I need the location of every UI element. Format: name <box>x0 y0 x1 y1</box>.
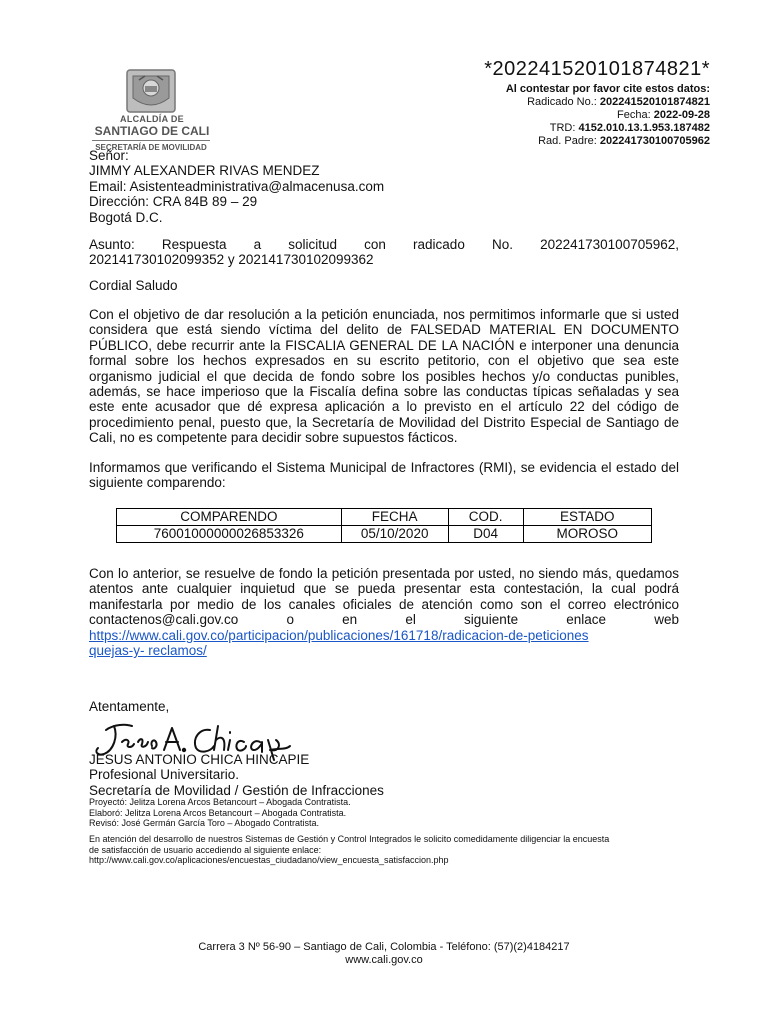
paragraph-rmi: Informamos que verificando el Sistema Municipal de Infractores (RMI), se evidencia el estado del siguiente comparendo: <box>89 460 679 491</box>
greeting: Cordial Saludo <box>89 278 178 293</box>
comparendo-table <box>116 508 652 543</box>
signer-name: JESUS ANTONIO CHICA HINCAPIE <box>89 752 310 767</box>
signer-department: Secretaría de Movilidad / Gestión de Infracciones <box>89 782 384 798</box>
trd-label: TRD: <box>549 122 579 134</box>
signer-block <box>89 752 679 798</box>
subject-line-2: 202141730102099352 y 202141730102099362 <box>89 252 374 268</box>
table-row <box>117 526 652 543</box>
cell-cod: D04 <box>448 526 523 543</box>
coat-of-arms-icon <box>125 68 177 114</box>
credit-proyecto: Proyectó: Jelitza Lorena Arcos Betancourt – Abogada Contratista. <box>89 797 351 807</box>
recipient-address: Dirección: CRA 84B 89 – 29 <box>89 194 258 210</box>
radicado-value: 202241520101874821 <box>599 96 710 108</box>
barcode-number: *202241520101874821* <box>484 58 710 80</box>
header-fecha: FECHA <box>341 509 448 526</box>
radicado-header <box>484 58 710 148</box>
fecha-label: Fecha: <box>617 109 654 121</box>
survey-url: http://www.cali.gov.co/aplicaciones/encuestas_ciudadano/view_encuesta_satisfaccion.php <box>89 855 449 865</box>
survey-block <box>89 834 681 866</box>
recipient-city: Bogotá D.C. <box>89 209 163 225</box>
cell-estado: MOROSO <box>523 526 651 543</box>
credit-reviso: Revisó: José Germán García Toro – Abogado Contratista. <box>89 818 319 828</box>
credits-block <box>89 797 681 829</box>
logo-line-2: SANTIAGO DE CALI <box>94 124 210 138</box>
footer-website: www.cali.gov.co <box>345 954 423 966</box>
salutation: Señor: <box>89 148 129 163</box>
peticiones-link-line-2[interactable]: quejas-y- reclamos/ <box>89 643 207 659</box>
paragraph-resolution: Con lo anterior, se resuelve de fondo la petición presentada por usted, no siendo más, quedamos atentos ante cualquier inquietud que se pueda presentar esta contestación, la cual podrá manifestarla por medio de los canales oficiales de atención como son el correo electrónico contactenos@cali.gov.co o en el siguiente enlace web <box>89 566 679 628</box>
subject-block <box>89 237 679 268</box>
page-footer <box>0 941 768 967</box>
trd-value: 4152.010.13.1.953.187482 <box>578 122 710 134</box>
rad-padre-label: Rad. Padre: <box>538 135 600 147</box>
footer-address: Carrera 3 Nº 56-90 – Santiago de Cali, Colombia - Teléfono: (57)(2)4184217 <box>198 941 570 953</box>
cite-note: Al contestar por favor cite estos datos: <box>505 83 710 95</box>
fecha-value: 2022-09-28 <box>653 109 710 121</box>
header-cod: COD. <box>448 509 523 526</box>
cell-fecha: 05/10/2020 <box>341 526 448 543</box>
recipient-name: JIMMY ALEXANDER RIVAS MENDEZ <box>89 163 320 179</box>
header-estado: ESTADO <box>523 509 651 526</box>
recipient-block <box>89 148 679 225</box>
peticiones-link-line-1[interactable]: https://www.cali.gov.co/participacion/publicaciones/161718/radicacion-de-peticiones <box>89 627 589 643</box>
logo <box>92 66 212 152</box>
table-header-row <box>117 509 652 526</box>
cell-comparendo: 76001000000026853326 <box>117 526 342 543</box>
recipient-email: Email: Asistenteadministrativa@almacenusa.com <box>89 178 385 194</box>
signer-title: Profesional Universitario. <box>89 767 240 783</box>
rad-padre-value: 202241730100705962 <box>599 135 710 147</box>
logo-line-3: SECRETARÍA DE MOVILIDAD <box>92 140 210 152</box>
credit-elaboro: Elaboró: Jelitza Lorena Arcos Betancourt – Abogada Contratista. <box>89 807 347 818</box>
header-comparendo: COMPARENDO <box>117 509 342 526</box>
paragraph-fiscalia: Con el objetivo de dar resolución a la petición enunciada, nos permitimos informarle que si usted considera que está siendo víctima del delito de FALSEDAD MATERIAL EN DOCUMENTO PÚBLICO, debe recurrir ante la FISCALIA GENERAL DE LA NACIÓN e interponer una denuncia formal sobre los hechos expresados en su escrito petitorio, con el objetivo que sea este organismo judicial el que decida de fondo sobre los posibles hechos y/o conductas punibles, además, se hace imperioso que la Fiscalía defina sobre las conductas típicas señaladas y sea este ente acusador que dé expresa aplicación a lo previsto en el artículo 22 del código de procedimiento penal, puesto que, la Secretaría de Movilidad del Distrito Especial de Santiago de Cali, no es competente para decidir sobre supuestos fácticos. <box>89 307 679 446</box>
paragraph-closing-block <box>89 566 679 658</box>
logo-line-1: ALCALDÍA DE <box>120 114 184 124</box>
radicado-label: Radicado No.: <box>527 96 600 108</box>
subject-line-1: Asunto: Respuesta a solicitud con radicado No. 202241730100705962, <box>89 237 679 252</box>
survey-line-1: En atención del desarrollo de nuestros Sistemas de Gestión y Control Integrados le solicito comedidamente diligenciar la encuesta <box>89 834 610 844</box>
survey-line-2: de satisfacción de usuario accediendo al siguiente enlace: <box>89 844 322 855</box>
closing: Atentamente, <box>89 699 170 714</box>
